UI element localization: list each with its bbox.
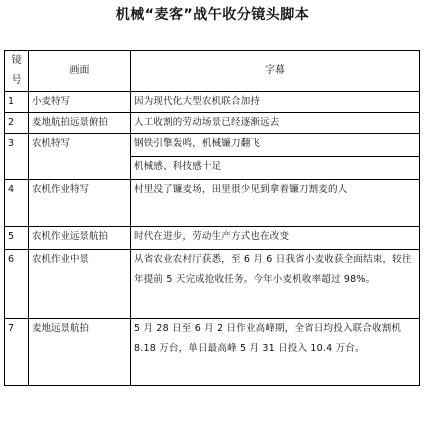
shot-number: 4: [5, 180, 29, 227]
scene-description: 麦地远景航拍: [29, 319, 131, 386]
scene-description: 农机作业中景: [29, 250, 131, 319]
table-row: [5, 180, 420, 227]
caption-text: 村里没了镰麦场，田里很少见到拿着镰刀割麦的人: [131, 180, 420, 227]
scene-description: 农机特写: [29, 134, 131, 180]
shot-number: 3: [5, 134, 29, 180]
shot-number: 2: [5, 113, 29, 134]
table-header-row: [5, 51, 420, 92]
caption-text: 因为现代化大型农机联合加持: [131, 92, 420, 113]
table-row: [5, 319, 420, 386]
header-caption: 字幕: [131, 51, 420, 92]
shot-number: 6: [5, 250, 29, 319]
scene-description: 农机作业远景航拍: [29, 227, 131, 250]
scene-description: 农机作业特写: [29, 180, 131, 227]
scene-description: 麦地航拍远景俯拍: [29, 113, 131, 134]
header-scene: 画面: [29, 51, 131, 92]
table-row: [5, 250, 420, 319]
shot-number: 7: [5, 319, 29, 386]
table-row: [5, 92, 420, 113]
caption-text: 时代在进步，劳动生产方式也在改变: [131, 227, 420, 250]
shot-number: 1: [5, 92, 29, 113]
caption-text: 5 月 28 日至 6 月 2 日作业高峰期，全省日均投入联合收割机 8.18 万台，单日最高峰 5 月 31 日投入 10.4 万台。: [131, 319, 420, 386]
storyboard-table: [4, 50, 420, 386]
caption-text: 钢铁引擎轰鸣，机械镰刀翻飞: [131, 134, 420, 157]
table-row: [5, 227, 420, 250]
caption-text: 人工收割的劳动场景已经逐渐远去: [131, 113, 420, 134]
table-row: [5, 113, 420, 134]
document-title: 机械“麦客”战午收分镜头脚本: [115, 7, 310, 23]
shot-number: 5: [5, 227, 29, 250]
scene-description: 小麦特写: [29, 92, 131, 113]
table-row: [5, 134, 420, 157]
caption-text: 机械感、科技感十足: [131, 157, 420, 180]
header-shot-number: 镜号: [5, 51, 29, 92]
caption-text: 从省农业农村厅获悉，至 6 月 6 日我省小麦收获全面结束，较往年提前 5 天完成抢收任务。今年小麦机收率超过 98%。: [131, 250, 420, 319]
